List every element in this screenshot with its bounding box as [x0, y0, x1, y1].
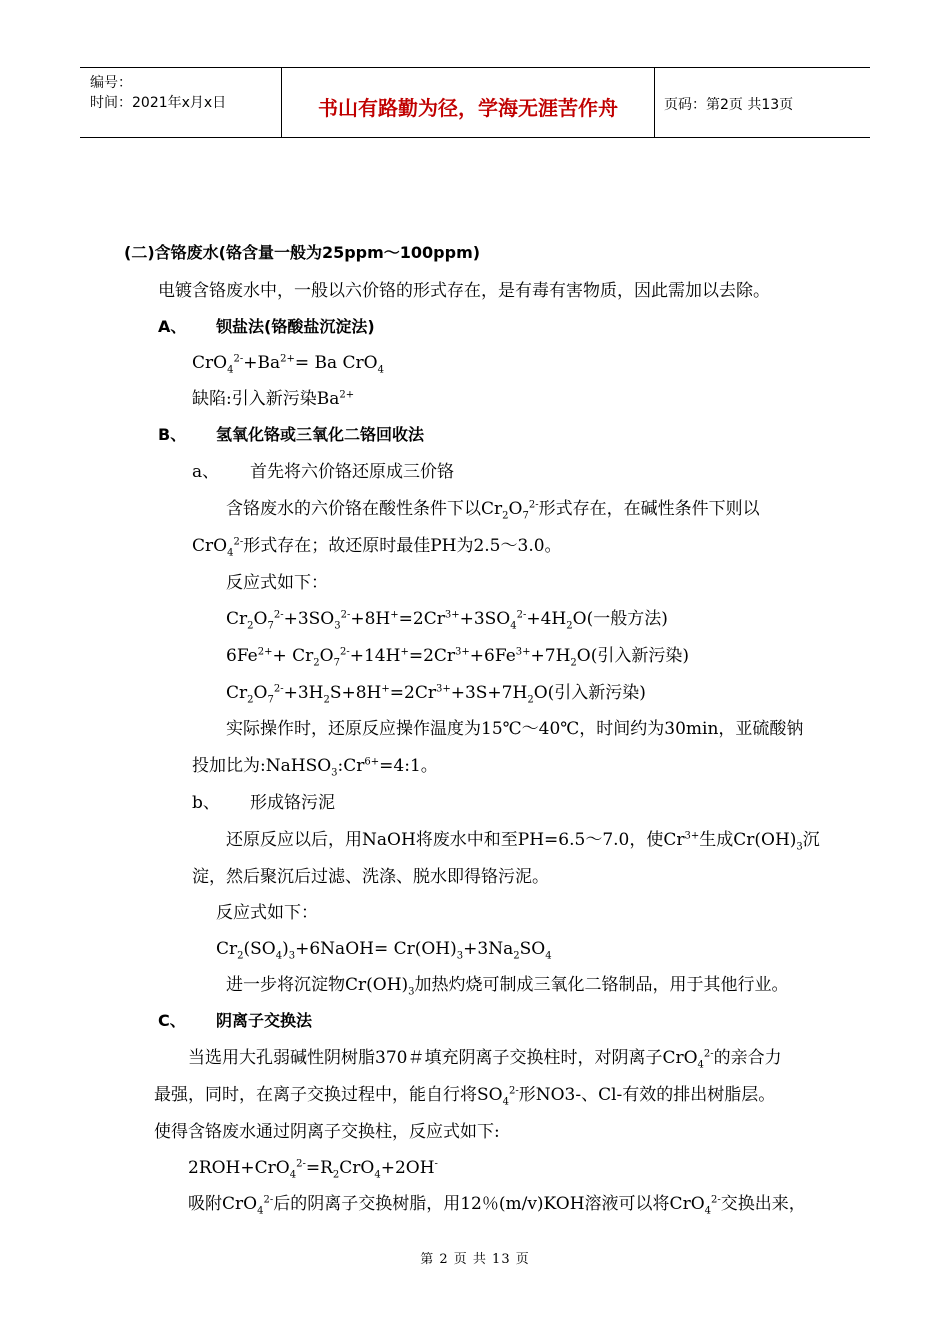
- method-c-marker: C、: [158, 1011, 186, 1030]
- paragraph-2-line-1: 实际操作时，还原反应操作温度为15℃～40℃，时间约为30min，亚硫酸钠: [226, 719, 804, 739]
- paragraph-1-line-2: CrO$_4^{2-}$形式存在；故还原时最佳PH为2.5～3.0。: [192, 536, 562, 559]
- header-number: 编号：: [90, 75, 132, 91]
- paragraph-6: 吸附CrO$_4^{2-}$后的阴离子交换树脂，用12％(m/v)KOH溶液可以将CrO$_4^{2-}$交换出来，: [188, 1194, 806, 1217]
- header-info-cell: [80, 68, 281, 137]
- header-page-cell: [654, 68, 870, 137]
- header-motto-cell: [281, 68, 655, 137]
- paragraph-3-line-2: 淀，然后聚沉后过滤、洗涤、脱水即得铬污泥。: [192, 867, 549, 887]
- reaction-5: $2ROH+CrO_4^{2-}=R_2CrO_4+2OH^-$: [188, 1158, 438, 1181]
- intro-paragraph: 电镀含铬废水中，一般以六价铬的形式存在，是有毒有害物质，因此需加以去除。: [158, 281, 770, 301]
- paragraph-2-line-2: 投加比为$:NaHSO_3:Cr^{6+}=4:1$。: [192, 756, 438, 779]
- step-b-title: 形成铬污泥: [250, 793, 335, 813]
- page-footer: 第 2 页 共 13 页: [420, 1252, 530, 1267]
- paragraph-5-line-3: 使得含铬废水通过阴离子交换柱，反应式如下:: [154, 1122, 500, 1142]
- reaction-1: $Cr_2O_7^{2-}+3SO_3^{2-}+8H^+=2Cr^{3+}+3SO_4^{2-}+4H_2O$(一般方法): [226, 609, 668, 632]
- paragraph-3-line-1: 还原反应以后，用NaOH将废水中和至PH=6.5～7.0，使$Cr^{3+}$生成$Cr(OH)_3$沉: [226, 830, 820, 853]
- header-page-number: 页码：第2页 共13页: [664, 97, 794, 113]
- paragraph-5-line-1: 当选用大孔弱碱性阴树脂370＃填充阴离子交换柱时，对阴离子CrO$_4^{2-}$的亲合力: [188, 1048, 782, 1071]
- section-title: (二)含铬废水(铬含量一般为25ppm～100ppm): [124, 243, 481, 262]
- method-a-title: 钡盐法(铬酸盐沉淀法): [216, 317, 375, 336]
- method-c-title: 阴离子交换法: [216, 1011, 313, 1030]
- paragraph-4: 进一步将沉淀物$Cr(OH)_3$加热灼烧可制成三氧化二铬制品，用于其他行业。: [226, 975, 789, 998]
- header-motto: 书山有路勤为径，学海无涯苦作舟: [318, 96, 618, 120]
- header-time: 时间：2021年x月x日: [90, 95, 227, 111]
- reaction-3: $Cr_2O_7^{2-}+3H_2S+8H^+=2Cr^{3+}+3S+7H_2O$(引入新污染): [226, 683, 646, 706]
- equation-barium: $CrO_4^{2-}+Ba^{2+}= Ba$ CrO$_4$: [192, 353, 384, 376]
- step-b-marker: b、: [192, 793, 220, 813]
- step-a-title: 首先将六价铬还原成三价铬: [250, 462, 454, 482]
- document-header: [80, 67, 870, 138]
- step-a-marker: a、: [192, 462, 220, 482]
- paragraph-5-line-2: 最强，同时，在离子交换过程中，能自行将$SO_4^{2-}$形NO3-、Cl-有效的排出树脂层。: [154, 1085, 776, 1108]
- reaction-4: $Cr_2(SO_4)_3+6NaOH= Cr(OH)_3+3Na_2SO_4$: [216, 939, 552, 962]
- paragraph-1-line-1: 含铬废水的六价铬在酸性条件下以$Cr_2O_7^{2-}$形式存在，在碱性条件下则以: [226, 499, 760, 522]
- reaction-label-2: 反应式如下：: [216, 903, 318, 923]
- defect-note: 缺陷:引入新污染$Ba^{2+}$: [192, 389, 355, 409]
- method-b-marker: B、: [158, 425, 187, 444]
- method-b-title: 氢氧化铬或三氧化二铬回收法: [216, 425, 425, 444]
- method-a-marker: A、: [158, 317, 187, 336]
- reaction-2: $6Fe^{2+}+ Cr_2O_7^{2-}+14H^+=2Cr^{3+}+6Fe^{3+}+7H_2O$(引入新污染): [226, 646, 689, 669]
- reaction-label-1: 反应式如下：: [226, 573, 328, 593]
